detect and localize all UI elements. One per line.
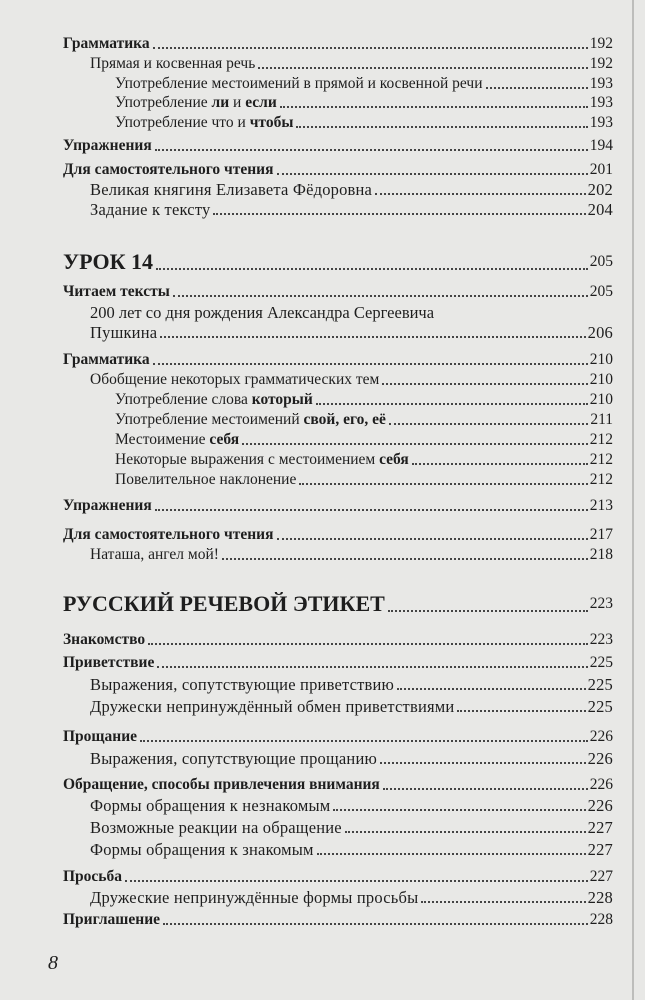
toc-entry-title-part: Прямая и косвенная речь [90,55,256,72]
toc-entry-title-bold: себя [379,451,409,468]
toc-entry [0,201,613,219]
toc-page-number: 226 [589,728,613,745]
dot-leader [148,643,588,645]
toc-entry-title [63,868,122,886]
toc-entry [0,114,613,132]
toc-entry-title [90,201,210,219]
dot-leader [258,67,587,69]
toc-entry-title [115,391,313,409]
toc-entry-title-part: и [233,114,250,131]
toc-entry [0,451,613,469]
toc-entry-title-part: Употребление [115,94,212,111]
toc-entry [0,411,613,429]
toc-entry [0,797,613,815]
toc-page-number: 225 [587,675,613,694]
toc-entry-title [90,841,314,859]
toc-entry [0,431,613,449]
toc-entry [0,911,613,929]
toc-entry [0,728,613,746]
dot-leader [163,923,588,925]
toc-page-number: 226 [587,749,613,768]
toc-entry-title-part: Дружески непринуждённый обмен приветствиями [90,697,455,716]
toc-entry-title-part: Просьба [63,868,123,885]
toc-entry-title [63,283,170,301]
toc-entry-title [63,137,152,155]
toc-entry [0,841,613,859]
dot-leader [375,193,586,195]
toc-page-number: 205 [589,253,613,270]
dot-leader [173,295,588,297]
dot-leader [280,106,588,108]
dot-leader [412,463,588,465]
toc-entry-title-part: Упражнения [63,137,152,154]
toc-page-number: 212 [589,431,613,448]
toc-page-number: 204 [587,200,613,219]
toc-entry [0,776,613,794]
toc-page-number: 202 [587,180,613,199]
toc-entry-title [90,181,372,199]
dot-leader [486,87,588,89]
toc-page-number: 213 [589,497,613,514]
toc-entry-title-part: Для самостоятельного чтения [63,526,274,543]
toc-page-number: 210 [589,371,613,388]
dot-leader [316,403,588,405]
toc-page-number: 223 [589,631,613,648]
dot-leader [421,901,585,903]
dot-leader [155,149,588,151]
toc-entry [0,698,613,716]
toc-page-number: 210 [589,351,613,368]
toc-entry-title-bold: себя [209,431,240,448]
toc-page-number: 226 [589,776,613,793]
toc-entry-title [63,592,385,616]
toc-page-number: 201 [589,161,613,178]
dot-leader [299,483,587,485]
toc-page-number: 225 [589,654,613,671]
toc-entry-title-part: Для самостоятельного чтения [63,161,274,178]
dot-leader [333,809,585,811]
toc-entry-title-part: Прощание [63,728,138,745]
dot-leader [140,740,588,742]
toc-entry-title-part: Употребление [115,114,212,131]
dot-leader [155,509,588,511]
toc-page-number: 193 [589,75,613,92]
toc-entry [0,391,613,409]
dot-leader [153,363,588,365]
dot-leader [457,710,585,712]
toc-entry-title [90,889,418,907]
toc-entry-title-part: УРОК 14 [63,249,154,274]
toc-entry-title-part: Формы обращения к незнакомым [90,796,331,815]
toc-page-number: 206 [587,323,613,342]
toc-entry [0,55,613,73]
toc-entry-title [63,526,274,544]
toc-entry-title [90,546,219,564]
toc-section-heading [0,250,613,274]
toc-entry-title [90,698,454,716]
toc-entry [0,351,613,369]
toc-entry-title [115,94,277,112]
toc-page-number: 227 [587,818,613,837]
toc-page-number: 227 [587,840,613,859]
toc-entry-title-bold: который [251,391,313,408]
toc-entry-title-part: Выражения, сопутствующие приветствию [90,675,395,694]
toc-page-number: 192 [589,35,613,52]
toc-entry-title-part: Великая княгиня Елизавета Фёдоровна [90,180,373,199]
toc-entry [0,371,613,389]
dot-leader [222,558,588,560]
toc-entry-title-part: Приветствие [63,654,155,671]
dot-leader [388,610,588,612]
dot-leader [380,762,586,764]
toc-page-number: 211 [590,411,613,428]
toc-section-heading [0,592,613,616]
toc-entry [0,750,613,768]
dot-leader [389,423,588,425]
toc-entry-title [63,161,274,179]
toc-entry-title-part: что [211,114,234,131]
dot-leader [317,853,586,855]
toc-entry-title-part: Обращение, способы привлечения внимания [63,776,380,793]
toc-entry [0,94,613,112]
toc-entry-title [115,114,293,132]
toc-entry [0,819,613,837]
toc-page-number: 228 [587,888,613,907]
toc-page-number: 217 [589,526,613,543]
toc-page-number: 205 [589,283,613,300]
dot-leader [153,47,588,49]
toc-entry [0,631,613,649]
toc-entry-title [90,750,377,768]
toc-entry-title-part: Читаем тексты [63,283,170,300]
toc-entry-title [115,431,239,449]
toc-entry-title-part: Употребление местоимений в прямой и косвенной речи [115,75,483,92]
toc-entry-title-bold: чтобы [249,114,294,131]
dot-leader [382,383,587,385]
toc-entry-title [63,728,137,746]
toc-entry-title-part: Упражнения [63,497,152,514]
dot-leader [157,666,587,668]
toc-entry-title [63,911,160,929]
toc-entry-title [63,497,152,515]
dot-leader [242,443,588,445]
toc-entry-title [63,631,145,649]
toc-entry-title [115,75,483,93]
dot-leader [277,538,588,540]
dot-leader [160,336,585,338]
toc-page-number: 210 [589,391,613,408]
toc-entry-title-part: Дружеские непринуждённые формы просьбы [90,888,419,907]
toc-entry [0,137,613,155]
toc-page-number: 212 [589,451,613,468]
dot-leader [213,213,585,215]
dot-leader [345,831,586,833]
toc-entry-title-part: Грамматика [63,35,150,52]
toc-entry-title-part: Пушкина [90,323,158,342]
toc-entry [0,526,613,544]
dot-leader [383,788,588,790]
toc-page-number: 193 [589,114,613,131]
toc-entry-title-part: и [229,94,246,111]
dot-leader [277,173,588,175]
toc-entry-title-part: Формы обращения к знакомым [90,840,314,859]
toc-entry-title [63,654,154,672]
toc-entry [0,676,613,694]
toc-entry-title [63,351,150,369]
toc-entry-title-part: Грамматика [63,351,150,368]
toc-page-number: 223 [589,595,613,612]
toc-entry [0,546,613,564]
toc-entry-title-part: Местоимение [115,431,210,448]
toc-entry-title [63,35,150,53]
toc-entry-title [115,451,409,469]
toc-page-number: 194 [589,137,613,154]
toc-entry-title-part: Приглашение [63,911,161,928]
toc-page-number: 192 [589,55,613,72]
toc-entry [0,868,613,886]
toc-entry-title-bold: свой, его, её [303,411,386,428]
toc-entry-title-bold: если [245,94,277,111]
toc-entry-title-part: Употребление местоимений [115,411,304,428]
toc-entry-title-part: Обобщение некоторых грамматических тем [90,371,380,388]
toc-entry [0,889,613,907]
toc-page-number: 212 [589,471,613,488]
toc-entry-title [90,797,330,815]
toc-entry [0,35,613,53]
toc-entry-title-bold: ли [211,94,230,111]
toc-entry [0,654,613,672]
dot-leader [156,268,588,270]
toc-entry-title-part: Некоторые выражения с местоимением [115,451,380,468]
toc-entry-title [90,371,379,389]
page-number: 8 [48,952,58,974]
toc-entry-title-line: 200 лет со дня рождения Александра Сергеевича [90,303,435,322]
toc-entry [0,181,613,199]
toc-entry [0,161,613,179]
toc-entry-title [63,250,153,274]
toc-entry-title-part: Задание к тексту [90,200,211,219]
toc-entry-title [115,411,386,429]
dot-leader [125,880,588,882]
toc-page-number: 227 [589,868,613,885]
toc-page-number: 218 [589,546,613,563]
toc-page-number: 193 [589,94,613,111]
toc-entry-title-part: Повелительное наклонение [115,471,297,488]
toc-entry-title [90,324,157,342]
toc-entry-title [63,776,380,794]
dot-leader [296,126,587,128]
toc-entry-title [90,676,394,694]
toc-page-number: 226 [587,796,613,815]
toc-entry-title-part: Употребление слова [115,391,252,408]
dot-leader [397,688,586,690]
toc-entry-title-part: Наташа, ангел мой! [90,546,219,563]
toc-entry-title [90,819,342,837]
toc-page-number: 225 [587,697,613,716]
toc-entry-title [90,55,255,73]
toc-entry-title [115,471,296,489]
toc-entry-title-part: РУССКИЙ РЕЧЕВОЙ ЭТИКЕТ [63,591,385,616]
toc-entry-title-part: Возможные реакции на обращение [90,818,342,837]
toc-page-number: 228 [589,911,613,928]
page-edge [632,0,634,1000]
toc-entry-title-part: Выражения, сопутствующие прощанию [90,749,378,768]
toc-entry [0,497,613,515]
toc-entry-title-part: Знакомство [63,631,146,648]
toc-entry [0,75,613,93]
toc-entry [0,471,613,489]
toc-entry [0,283,613,301]
toc-entry [0,324,613,342]
